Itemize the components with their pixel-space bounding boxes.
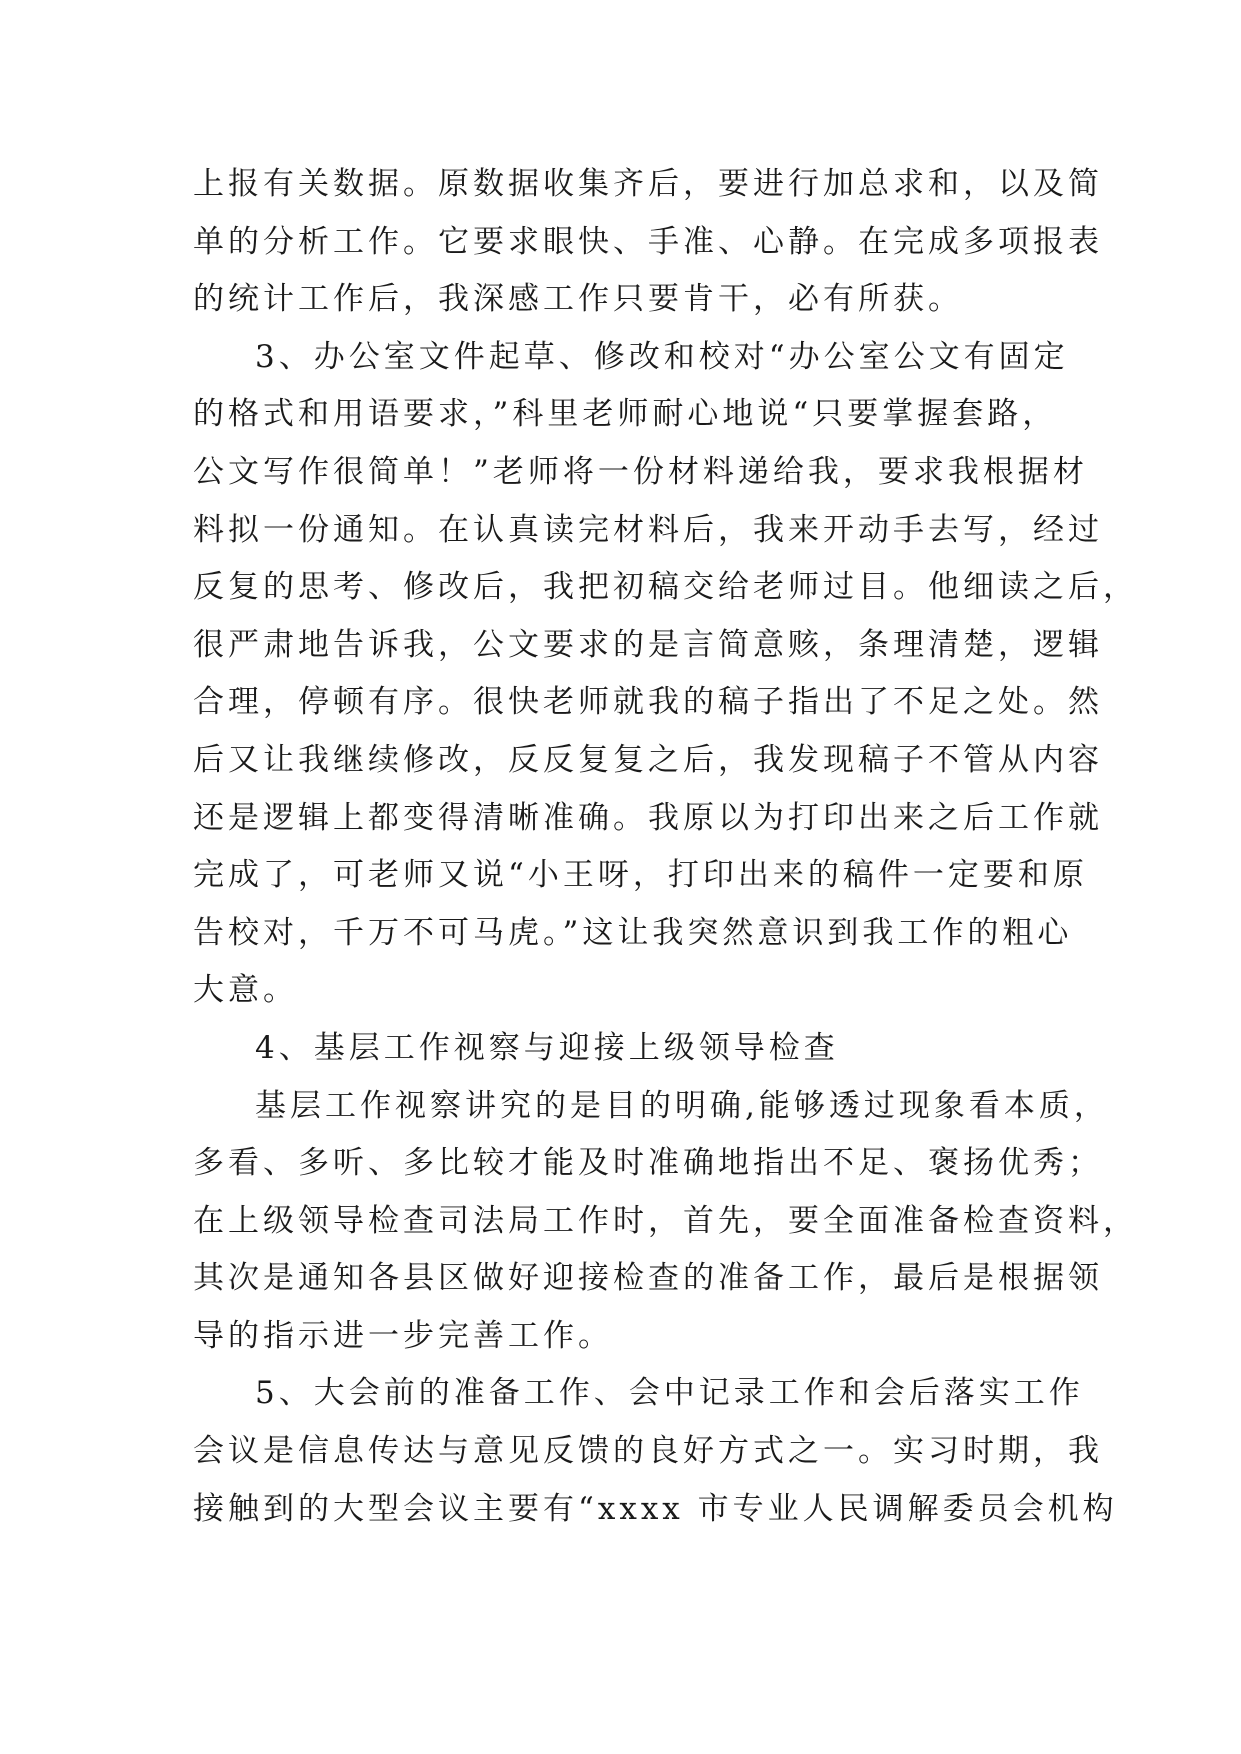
document-body bbox=[193, 156, 1138, 1538]
text-line: 很严肃地告诉我，公文要求的是言简意赅，条理清楚，逻辑 bbox=[193, 626, 1103, 663]
text-line: 接触到的大型会议主要有“xxxx 市专业人民调解委员会机构 bbox=[193, 1490, 1118, 1527]
section-heading-3: 3、办公室文件起草、修改和校对“办公室公文有固定 bbox=[255, 338, 1069, 375]
text-line: 反复的思考、修改后，我把初稿交给老师过目。他细读之后， bbox=[193, 569, 1138, 606]
text-line: 的格式和用语要求，”科里老师耐心地说“只要掌握套路， bbox=[193, 396, 1058, 433]
text-line: 多看、多听、多比较才能及时准确地指出不足、褒扬优秀； bbox=[193, 1145, 1103, 1182]
text-line: 完成了，可老师又说“小王呀，打印出来的稿件一定要和原 bbox=[193, 857, 1088, 894]
text-line: 后又让我继续修改，反反复复之后，我发现稿子不管从内容 bbox=[193, 741, 1103, 778]
text-line: 上报有关数据。原数据收集齐后，要进行加总求和，以及简 bbox=[193, 166, 1103, 202]
text-line: 料拟一份通知。在认真读完材料后，我来开动手去写，经过 bbox=[193, 511, 1103, 548]
paragraph-start: 基层工作视察讲究的是目的明确,能够透过现象看本质， bbox=[255, 1087, 1109, 1124]
text-line: 告校对，千万不可马虎。”这让我突然意识到我工作的粗心 bbox=[193, 914, 1073, 951]
section-heading-4: 4、基层工作视察与迎接上级领导检查 bbox=[255, 1029, 839, 1066]
text-line: 合理，停顿有序。很快老师就我的稿子指出了不足之处。然 bbox=[193, 684, 1103, 721]
text-line: 在上级领导检查司法局工作时，首先，要全面准备检查资料， bbox=[193, 1202, 1138, 1239]
text-line: 单的分析工作。它要求眼快、手准、心静。在完成多项报表 bbox=[193, 223, 1103, 260]
text-line: 导的指示进一步完善工作。 bbox=[193, 1317, 613, 1354]
text-line: 还是逻辑上都变得清晰准确。我原以为打印出来之后工作就 bbox=[193, 799, 1103, 836]
section-heading-5: 5、大会前的准备工作、会中记录工作和会后落实工作 bbox=[255, 1375, 1084, 1412]
text-line: 会议是信息传达与意见反馈的良好方式之一。实习时期，我 bbox=[193, 1433, 1103, 1470]
text-line: 公文写作很简单！”老师将一份材料递给我，要求我根据材 bbox=[193, 453, 1088, 490]
text-line: 大意。 bbox=[193, 972, 298, 1009]
text-line: 其次是通知各县区做好迎接检查的准备工作，最后是根据领 bbox=[193, 1260, 1103, 1297]
text-line: 的统计工作后，我深感工作只要肯干，必有所获。 bbox=[193, 281, 963, 318]
